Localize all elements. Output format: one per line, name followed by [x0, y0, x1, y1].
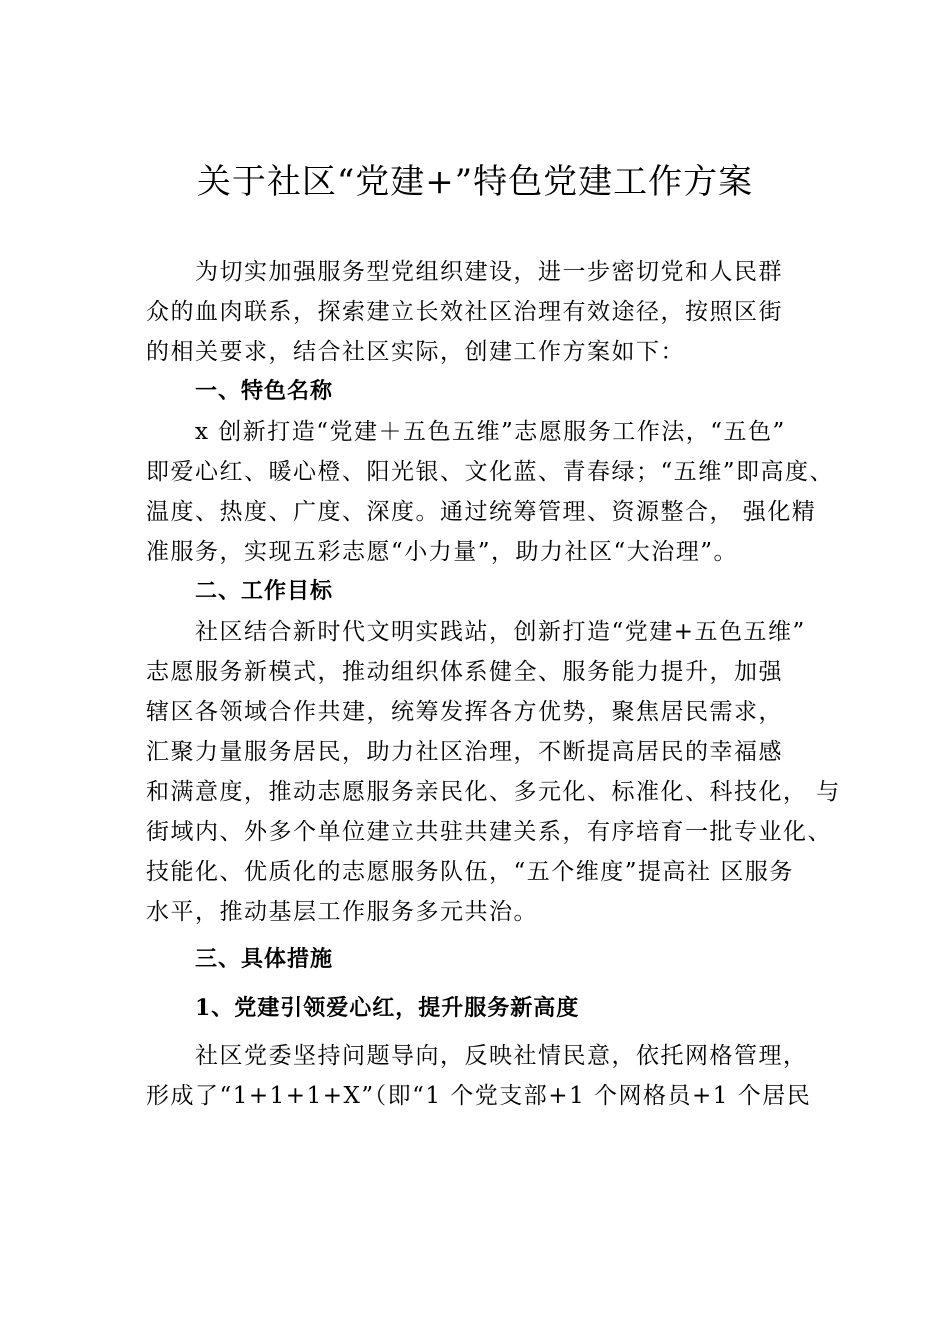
paragraph-line: 的相关要求，结合社区实际，创建工作方案如下：	[146, 339, 685, 365]
paragraph-line: 准服务，实现五彩志愿“小力量”，助力社区“大治理”。	[146, 539, 739, 565]
section-heading: 二、工作目标	[195, 579, 334, 604]
document-title: 关于社区“党建+”特色党建工作方案	[196, 162, 754, 202]
subsection-heading: 1、党建引领爱心红，提升服务新高度	[195, 995, 580, 1021]
paragraph-line: 技能化、优质化的志愿服务队伍，“五个维度”提高社 区服务	[146, 859, 794, 885]
paragraph-line: 辖区各领域合作共建，统筹发挥各方优势，聚焦居民需求，	[146, 699, 783, 725]
paragraph-line: 街域内、外多个单位建立共驻共建关系，有序培育一批专业化、	[146, 819, 832, 845]
section-heading: 一、特色名称	[195, 379, 334, 404]
paragraph-line: 水平，推动基层工作服务多元共治。	[146, 899, 538, 925]
paragraph-line: 汇聚力量服务居民，助力社区治理，不断提高居民的幸福感	[146, 739, 783, 765]
paragraph-line: 众的血肉联系，探索建立长效社区治理有效途径，按照区街	[146, 299, 783, 325]
paragraph-line: 社区结合新时代文明实践站，创新打造“党建+五色五维”	[195, 619, 806, 645]
section-heading: 三、具体措施	[195, 947, 334, 972]
paragraph-line: 和满意度，推动志愿服务亲民化、多元化、标准化、科技化， 与	[146, 779, 841, 805]
paragraph-line: x 创新打造“党建＋五色五维”志愿服务工作法，“五色”	[195, 419, 786, 445]
document-body	[146, 252, 841, 1116]
paragraph-line: 志愿服务新模式，推动组织体系健全、服务能力提升，加强	[146, 659, 783, 685]
paragraph-line: 为切实加强服务型党组织建设，进一步密切党和人民群	[195, 259, 783, 285]
paragraph-line: 形成了“1+1+1+X”（即“1 个党支部+1 个网格员+1 个居民	[146, 1083, 812, 1109]
paragraph-line: 即爱心红、暖心橙、阳光银、文化蓝、青春绿；“五维”即高度、	[146, 459, 835, 485]
paragraph-line: 温度、热度、广度、深度。通过统筹管理、资源整合， 强化精	[146, 499, 817, 525]
paragraph-line: 社区党委坚持问题导向，反映社情民意，依托网格管理，	[195, 1043, 808, 1069]
